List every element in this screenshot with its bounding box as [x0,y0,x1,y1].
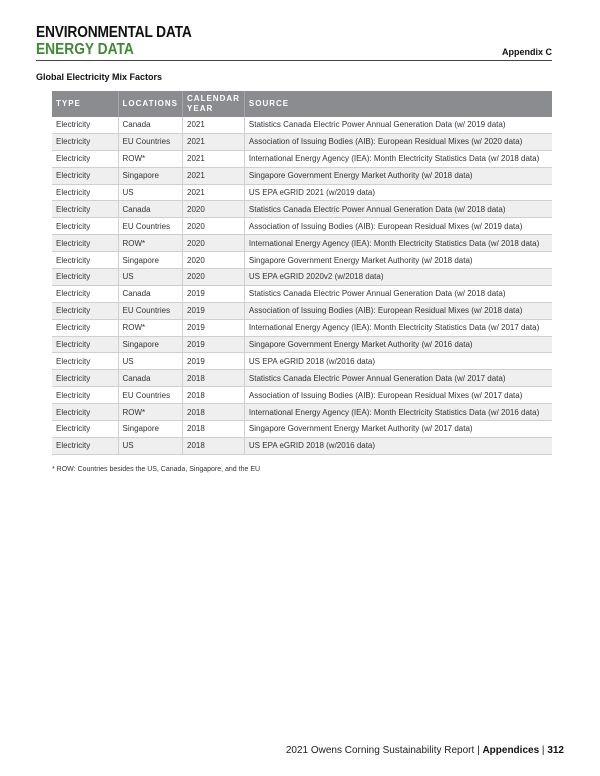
cell-year: 2020 [183,218,245,235]
cell-year: 2020 [183,235,245,252]
cell-location: Canada [118,201,183,218]
section-subtitle: ENERGY DATA [36,41,134,58]
table-header-row [52,91,552,117]
table-row [52,437,552,454]
table-row [52,285,552,302]
cell-year: 2021 [183,150,245,167]
cell-location: Singapore [118,336,183,353]
cell-year: 2019 [183,302,245,319]
cell-type: Electricity [52,252,118,269]
cell-source: International Energy Agency (IEA): Month Electricity Statistics Data (w/ 2016 data) [244,404,552,421]
table-row [52,167,552,184]
table-row [52,421,552,438]
cell-type: Electricity [52,184,118,201]
electricity-mix-table [52,91,552,455]
page-number: 312 [547,745,564,756]
cell-type: Electricity [52,285,118,302]
cell-type: Electricity [52,336,118,353]
table-row [52,235,552,252]
table-row [52,302,552,319]
cell-source: International Energy Agency (IEA): Month Electricity Statistics Data (w/ 2018 data) [244,150,552,167]
table-row [52,353,552,370]
cell-type: Electricity [52,117,118,133]
cell-year: 2018 [183,404,245,421]
cell-location: Canada [118,117,183,133]
column-header-locations: LOCATIONS [118,91,183,117]
table-row [52,336,552,353]
cell-year: 2018 [183,387,245,404]
cell-location: ROW* [118,404,183,421]
table-row [52,133,552,150]
cell-source: Statistics Canada Electric Power Annual Generation Data (w/ 2018 data) [244,201,552,218]
cell-location: US [118,353,183,370]
cell-source: Association of Issuing Bodies (AIB): European Residual Mixes (w/ 2020 data) [244,133,552,150]
cell-year: 2018 [183,421,245,438]
cell-source: Association of Issuing Bodies (AIB): European Residual Mixes (w/ 2017 data) [244,387,552,404]
table-row [52,319,552,336]
cell-location: US [118,184,183,201]
cell-source: US EPA eGRID 2018 (w/2016 data) [244,353,552,370]
table-row [52,201,552,218]
cell-year: 2021 [183,167,245,184]
cell-location: EU Countries [118,302,183,319]
cell-source: US EPA eGRID 2021 (w/2019 data) [244,184,552,201]
column-header-calendar-year: CALENDAR YEAR [183,91,245,117]
cell-type: Electricity [52,437,118,454]
column-header-source: SOURCE [244,91,552,117]
column-header-type: TYPE [52,91,118,117]
cell-location: ROW* [118,150,183,167]
cell-location: US [118,437,183,454]
table-body [52,117,552,454]
cell-source: US EPA eGRID 2018 (w/2016 data) [244,437,552,454]
cell-location: ROW* [118,235,183,252]
cell-location: ROW* [118,319,183,336]
cell-location: Singapore [118,167,183,184]
cell-year: 2021 [183,133,245,150]
table-row [52,117,552,133]
table-row [52,252,552,269]
cell-year: 2021 [183,117,245,133]
cell-location: EU Countries [118,218,183,235]
appendix-label: Appendix C [501,47,552,57]
cell-source: Statistics Canada Electric Power Annual Generation Data (w/ 2019 data) [244,117,552,133]
cell-source: International Energy Agency (IEA): Month Electricity Statistics Data (w/ 2017 data) [244,319,552,336]
cell-year: 2020 [183,269,245,286]
table-row [52,269,552,286]
cell-type: Electricity [52,353,118,370]
cell-type: Electricity [52,387,118,404]
cell-source: Association of Issuing Bodies (AIB): European Residual Mixes (w/ 2018 data) [244,302,552,319]
table-row [52,218,552,235]
cell-source: Singapore Government Energy Market Authority (w/ 2017 data) [244,421,552,438]
page-header [36,24,552,58]
cell-type: Electricity [52,370,118,387]
cell-year: 2019 [183,353,245,370]
cell-location: EU Countries [118,387,183,404]
cell-source: Statistics Canada Electric Power Annual Generation Data (w/ 2018 data) [244,285,552,302]
cell-type: Electricity [52,218,118,235]
section-title: ENVIRONMENTAL DATA [36,24,192,41]
cell-location: Singapore [118,421,183,438]
page-footer [286,745,564,756]
cell-location: Canada [118,370,183,387]
table-title: Global Electricity Mix Factors [36,72,163,82]
cell-type: Electricity [52,421,118,438]
cell-type: Electricity [52,167,118,184]
cell-year: 2018 [183,370,245,387]
cell-type: Electricity [52,302,118,319]
cell-type: Electricity [52,133,118,150]
cell-year: 2021 [183,184,245,201]
cell-year: 2019 [183,285,245,302]
header-divider [36,60,552,61]
table-row [52,184,552,201]
cell-location: Singapore [118,252,183,269]
cell-source: Singapore Government Energy Market Authority (w/ 2018 data) [244,167,552,184]
cell-year: 2020 [183,201,245,218]
cell-year: 2019 [183,336,245,353]
cell-location: Canada [118,285,183,302]
cell-location: EU Countries [118,133,183,150]
report-name: 2021 Owens Corning Sustainability Report [285,745,475,756]
footnote: * ROW: Countries besides the US, Canada, Singapore, and the EU [52,466,261,473]
footer-separator: | [541,745,545,756]
footer-separator: | [477,745,480,756]
cell-source: US EPA eGRID 2020v2 (w/2018 data) [244,269,552,286]
cell-source: Statistics Canada Electric Power Annual Generation Data (w/ 2017 data) [244,370,552,387]
cell-type: Electricity [52,404,118,421]
footer-section: Appendices [482,745,540,756]
table-row [52,150,552,167]
cell-type: Electricity [52,319,118,336]
cell-source: International Energy Agency (IEA): Month Electricity Statistics Data (w/ 2018 data) [244,235,552,252]
cell-location: US [118,269,183,286]
cell-source: Singapore Government Energy Market Authority (w/ 2016 data) [244,336,552,353]
cell-year: 2019 [183,319,245,336]
cell-type: Electricity [52,150,118,167]
cell-type: Electricity [52,201,118,218]
cell-year: 2020 [183,252,245,269]
table-row [52,387,552,404]
table-row [52,370,552,387]
cell-source: Singapore Government Energy Market Authority (w/ 2018 data) [244,252,552,269]
cell-source: Association of Issuing Bodies (AIB): European Residual Mixes (w/ 2019 data) [244,218,552,235]
cell-type: Electricity [52,269,118,286]
cell-year: 2018 [183,437,245,454]
cell-type: Electricity [52,235,118,252]
table-row [52,404,552,421]
